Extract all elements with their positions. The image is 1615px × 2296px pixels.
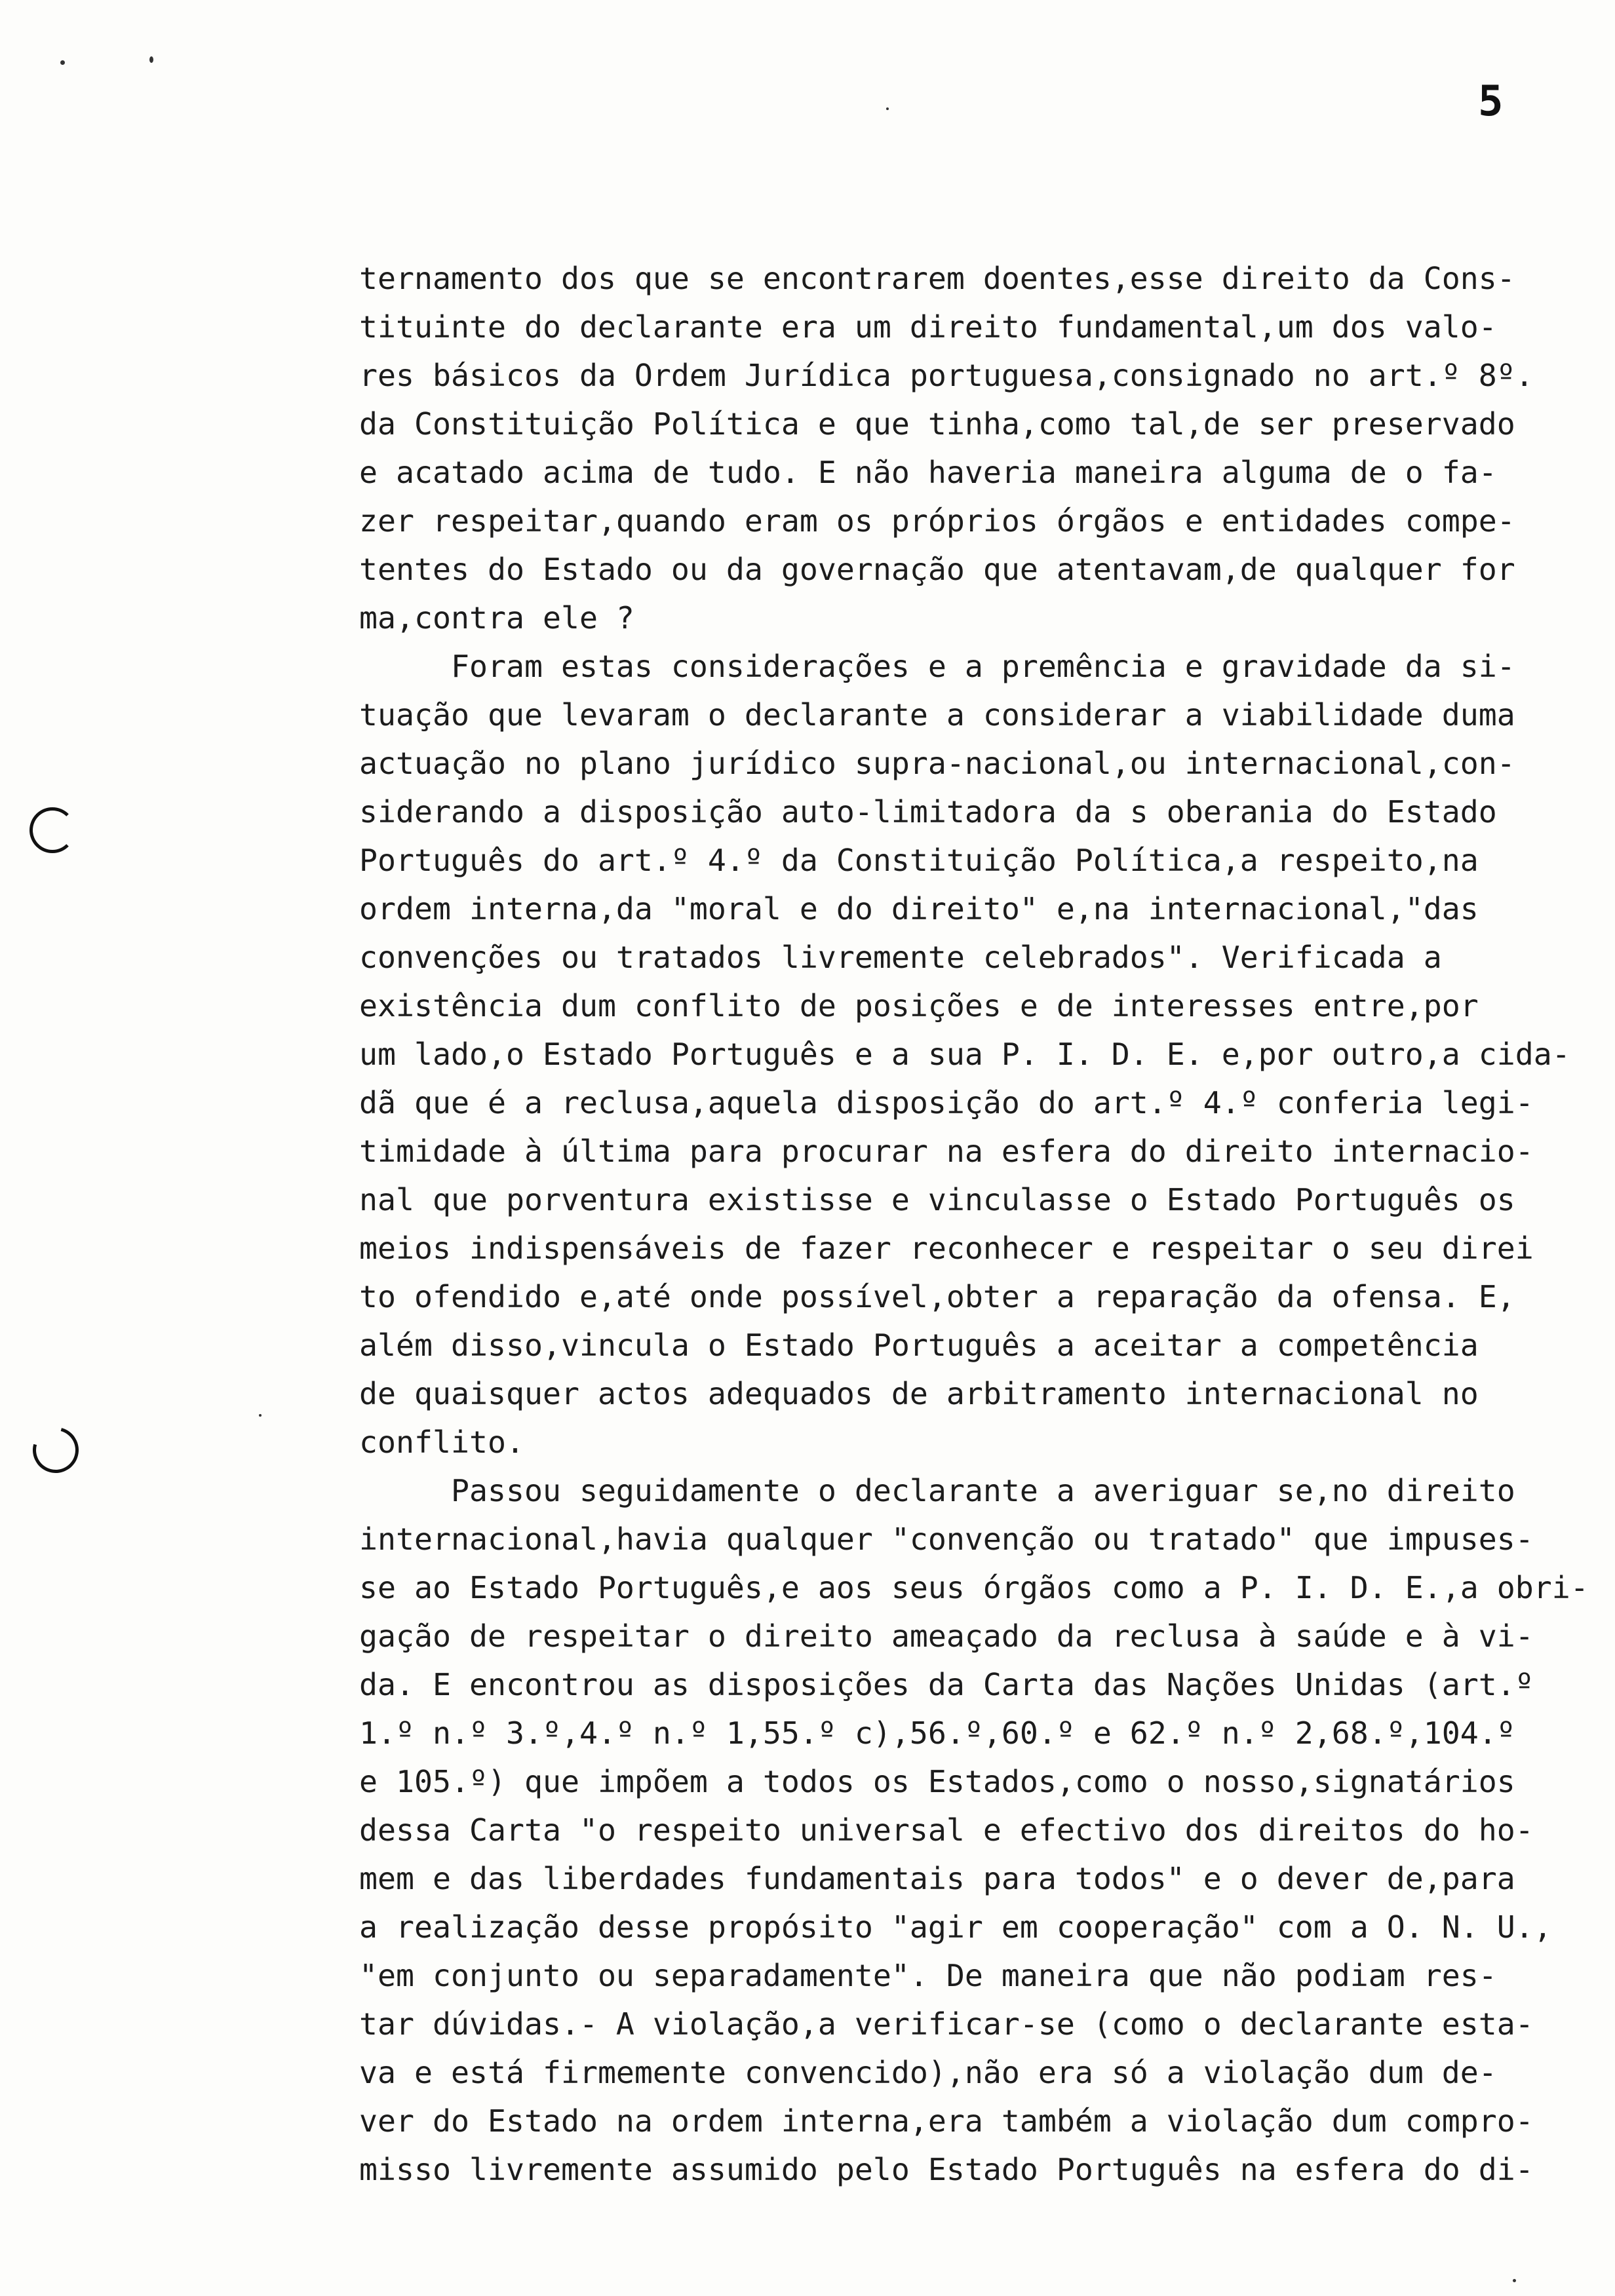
text-line: dã que é a reclusa,aquela disposição do art.º 4.º conferia legi- [359, 1085, 1534, 1120]
text-line: to ofendido e,até onde possível,obter a reparação da ofensa. E, [359, 1279, 1515, 1314]
scan-speck [149, 56, 153, 63]
text-line: siderando a disposição auto-limitadora da s oberania do Estado [359, 794, 1497, 830]
text-line: da. E encontrou as disposições da Carta das Nações Unidas (art.º [359, 1667, 1534, 1702]
text-line: 1.º n.º 3.º,4.º n.º 1,55.º c),56.º,60.º e 62.º n.º 2,68.º,104.º [359, 1715, 1515, 1751]
text-line: misso livremente assumido pelo Estado Português na esfera do di- [359, 2152, 1534, 2187]
text-line: nal que porventura existisse e vinculasse o Estado Português os [359, 1182, 1515, 1217]
punch-hole-mark [24, 1419, 87, 1482]
text-line: Português do art.º 4.º da Constituição Política,a respeito,na [359, 843, 1479, 878]
text-line: zer respeitar,quando eram os próprios órgãos e entidades compe- [359, 503, 1515, 539]
text-line: mem e das liberdades fundamentais para todos" e o dever de,para [359, 1861, 1515, 1896]
text-line: ternamento dos que se encontrarem doentes,esse direito da Cons- [359, 261, 1515, 296]
text-line: e acatado acima de tudo. E não haveria maneira alguma de o fa- [359, 455, 1497, 490]
text-line: além disso,vincula o Estado Português a aceitar a competência [359, 1328, 1479, 1363]
text-line: va e está firmemente convencido),não era só a violação dum de- [359, 2055, 1497, 2090]
document-body [359, 254, 1605, 2194]
text-line: convenções ou tratados livremente celebrados". Verificada a [359, 940, 1442, 975]
punch-hole-mark [29, 807, 75, 853]
text-line: e 105.º) que impõem a todos os Estados,como o nosso,signatários [359, 1764, 1515, 1799]
text-line: se ao Estado Português,e aos seus órgãos como a P. I. D. E.,a obri- [359, 1570, 1589, 1605]
text-line: Passou seguidamente o declarante a averiguar se,no direito [359, 1473, 1515, 1508]
text-line: tuação que levaram o declarante a considerar a viabilidade duma [359, 697, 1515, 733]
text-line: conflito. [359, 1425, 524, 1460]
scan-speck [259, 1414, 262, 1417]
text-line: um lado,o Estado Português e a sua P. I. D. E. e,por outro,a cida- [359, 1037, 1570, 1072]
text-line: res básicos da Ordem Jurídica portuguesa,consignado no art.º 8º. [359, 358, 1534, 393]
text-line: a realização desse propósito "agir em cooperação" com a O. N. U., [359, 1909, 1552, 1945]
text-line: tentes do Estado ou da governação que atentavam,de qualquer for [359, 552, 1515, 587]
text-line: "em conjunto ou separadamente". De maneira que não podiam res- [359, 1958, 1497, 1993]
text-line: de quaisquer actos adequados de arbitramento internacional no [359, 1376, 1479, 1411]
text-line: ver do Estado na ordem interna,era também a violação dum compro- [359, 2103, 1534, 2139]
text-line: gação de respeitar o direito ameaçado da reclusa à saúde e à vi- [359, 1618, 1534, 1654]
text-line: ma,contra ele ? [359, 600, 634, 636]
text-line: meios indispensáveis de fazer reconhecer e respeitar o seu direi [359, 1231, 1534, 1266]
text-line: timidade à última para procurar na esfera do direito internacio- [359, 1134, 1534, 1169]
text-line: tar dúvidas.- A violação,a verificar-se (como o declarante esta- [359, 2006, 1534, 2042]
scan-speck [1513, 2279, 1516, 2282]
text-line: ordem interna,da "moral e do direito" e,na internacional,"das [359, 891, 1479, 927]
text-line: actuação no plano jurídico supra-nacional,ou internacional,con- [359, 746, 1515, 781]
text-line: Foram estas considerações e a premência e gravidade da si- [359, 649, 1515, 684]
text-line: tituinte do declarante era um direito fundamental,um dos valo- [359, 309, 1497, 345]
text-line: da Constituição Política e que tinha,como tal,de ser preservado [359, 406, 1515, 442]
text-line: internacional,havia qualquer "convenção ou tratado" que impuses- [359, 1521, 1534, 1557]
text-line: existência dum conflito de posições e de interesses entre,por [359, 988, 1479, 1024]
text-line: dessa Carta "o respeito universal e efectivo dos direitos do ho- [359, 1812, 1534, 1848]
page-number: 5 [1478, 77, 1504, 126]
scan-speck [60, 60, 65, 65]
scan-speck [886, 107, 889, 110]
